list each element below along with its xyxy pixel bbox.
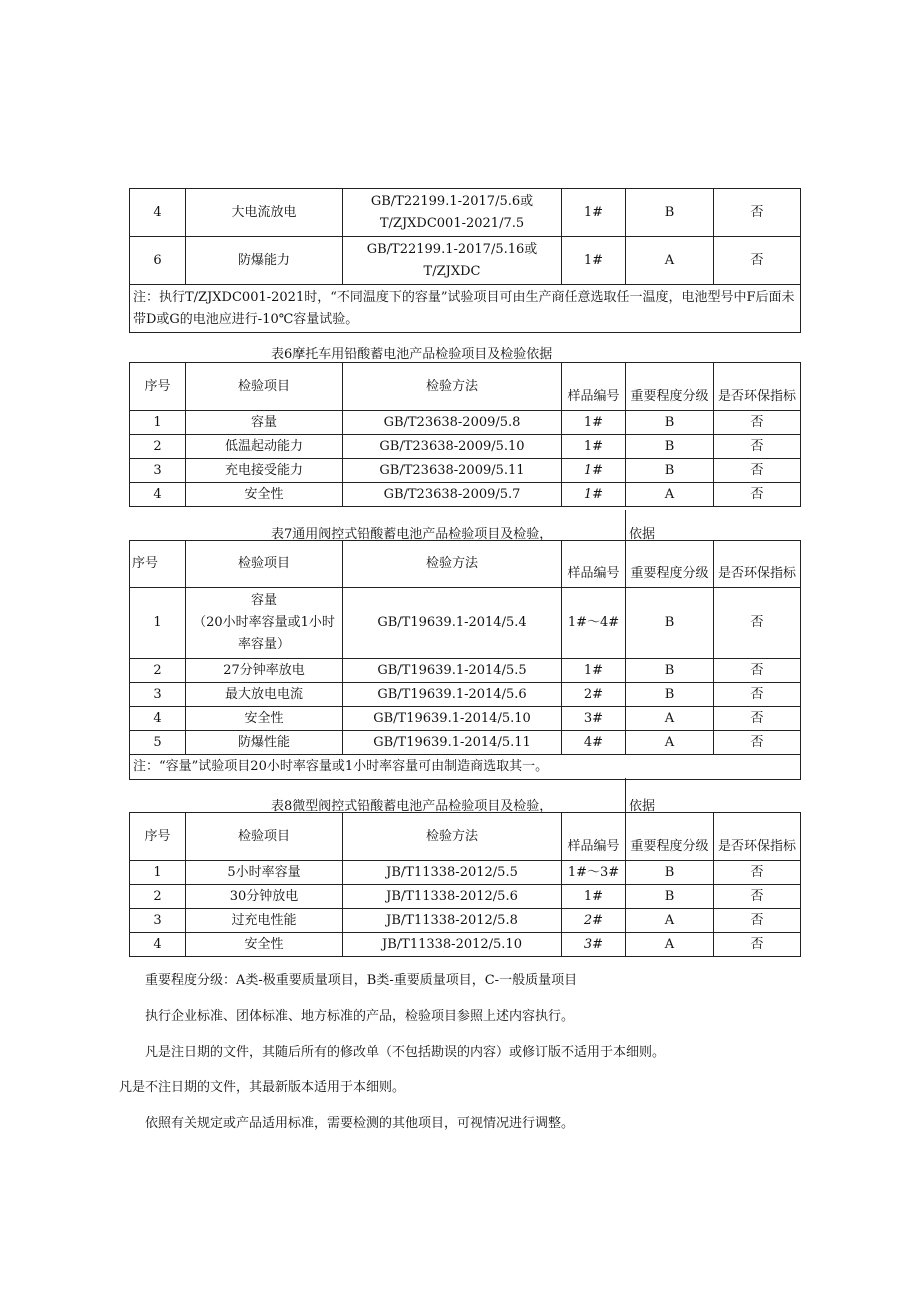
cell-method (343, 189, 562, 237)
cell-env: 否 (714, 933, 801, 957)
cell-env: 否 (714, 885, 801, 909)
table7 (129, 540, 801, 780)
cell-item: 低温起动能力 (186, 435, 343, 459)
cell-no: 4 (130, 483, 186, 507)
cell-item: 容量 (186, 411, 343, 435)
header-no: 序号 (130, 541, 186, 588)
cell-grade: B (626, 435, 714, 459)
table-row (130, 683, 801, 707)
cell-no: 3 (130, 683, 186, 707)
cell-env: 否 (714, 731, 801, 755)
cell-grade: B (626, 588, 714, 659)
cell-env: 否 (714, 707, 801, 731)
cell-grade: B (626, 411, 714, 435)
table-note: 注：执行T/ZJXDC001-2021时，“不同温度下的容量”试验项目可由生产商任意选取任一温度，电池型号中F后面未带D或G的电池应进行-10℃容量试验。 (130, 285, 801, 333)
cell-env: 否 (714, 909, 801, 933)
paragraph-undated-docs: 凡是不注日期的文件，其最新版本适用于本细则。 (119, 1080, 406, 1095)
header-grade: 重要程度分级 (626, 363, 714, 411)
table-row (130, 659, 801, 683)
cell-no: 1 (130, 861, 186, 885)
cell-method: GB/T19639.1-2014/5.6 (343, 683, 562, 707)
table7-caption-divider (625, 510, 626, 540)
cell-item: 安全性 (186, 483, 343, 507)
cell-method: GB/T19639.1-2014/5.4 (343, 588, 562, 659)
paragraph-grading: 重要程度分级：A类-极重要质量项目，B类-重要质量项目，C-一般质量项目 (145, 973, 578, 988)
cell-sample: 2# (562, 909, 626, 933)
cell-grade: B (626, 683, 714, 707)
cell-grade: A (626, 909, 714, 933)
cell-grade: A (626, 731, 714, 755)
header-env: 是否环保指标 (714, 813, 801, 861)
cell-method: GB/T23638-2009/5.10 (343, 435, 562, 459)
item-line-1: 容量 (250, 593, 277, 608)
cell-method: GB/T23638-2009/5.8 (343, 411, 562, 435)
cell-env: 否 (714, 435, 801, 459)
cell-env: 否 (714, 237, 801, 285)
method-line-1: GB/T22199.1-2017/5.6或 (370, 193, 534, 209)
table-row (130, 885, 801, 909)
table7-caption: 表7通用阀控式铅酸蓄电池产品检验项目及检验， (271, 527, 553, 542)
table-row (130, 189, 801, 237)
table-header-row (130, 813, 801, 861)
table-header-row (130, 541, 801, 588)
method-line-1: GB/T22199.1-2017/5.16或 (366, 241, 538, 257)
header-method: 检验方法 (343, 813, 562, 861)
table6 (129, 362, 801, 507)
cell-grade: B (626, 885, 714, 909)
cell-method: GB/T19639.1-2014/5.10 (343, 707, 562, 731)
header-item: 检验项目 (186, 541, 343, 588)
paragraph-dated-docs: 凡是注日期的文件，其随后所有的修改单（不包括勘误的内容）或修订版不适用于本细则。 (145, 1045, 666, 1060)
table-row (130, 707, 801, 731)
cell-method: GB/T19639.1-2014/5.5 (343, 659, 562, 683)
cell-method: GB/T23638-2009/5.7 (343, 483, 562, 507)
cell-method: JB/T11338-2012/5.5 (343, 861, 562, 885)
method-line-2: T/ZJXDC (423, 263, 481, 279)
header-item: 检验项目 (186, 363, 343, 411)
cell-grade: A (626, 237, 714, 285)
table-row (130, 435, 801, 459)
cell-item: 大电流放电 (186, 189, 343, 237)
cell-item: 防爆能力 (186, 237, 343, 285)
header-env: 是否环保指标 (714, 363, 801, 411)
cell-no: 4 (130, 933, 186, 957)
cell-item: 安全性 (186, 933, 343, 957)
cell-no: 3 (130, 459, 186, 483)
header-method: 检验方法 (343, 363, 562, 411)
cell-no: 1 (130, 588, 186, 659)
header-grade: 重要程度分级 (626, 813, 714, 861)
cell-grade: A (626, 707, 714, 731)
cell-sample: 1# (562, 435, 626, 459)
cell-sample: 1#～4# (562, 588, 626, 659)
cell-method (343, 237, 562, 285)
table-note-row (130, 285, 801, 333)
table8-caption-divider (625, 778, 626, 812)
header-item: 检验项目 (186, 813, 343, 861)
table-row (130, 933, 801, 957)
cell-method: JB/T11338-2012/5.8 (343, 909, 562, 933)
cell-grade: A (626, 483, 714, 507)
cell-no: 2 (130, 659, 186, 683)
cell-sample: 1# (562, 237, 626, 285)
cell-no: 1 (130, 411, 186, 435)
table-top (129, 188, 801, 333)
cell-env: 否 (714, 683, 801, 707)
cell-no: 6 (130, 237, 186, 285)
cell-env: 否 (714, 588, 801, 659)
method-line-2: T/ZJXDC001-2021/7.5 (379, 215, 525, 231)
cell-item: 防爆性能 (186, 731, 343, 755)
cell-method: JB/T11338-2012/5.6 (343, 885, 562, 909)
cell-sample: 3# (562, 707, 626, 731)
cell-env: 否 (714, 483, 801, 507)
cell-sample: 4# (562, 731, 626, 755)
cell-no: 2 (130, 435, 186, 459)
cell-sample: 1# (562, 885, 626, 909)
header-env: 是否环保指标 (714, 541, 801, 588)
header-method: 检验方法 (343, 541, 562, 588)
cell-method: GB/T23638-2009/5.11 (343, 459, 562, 483)
table6-caption: 表6摩托车用铅酸蓄电池产品检验项目及检验依据 (271, 347, 553, 362)
cell-env: 否 (714, 459, 801, 483)
header-no: 序号 (130, 363, 186, 411)
cell-item: 最大放电电流 (186, 683, 343, 707)
cell-sample: 1# (562, 659, 626, 683)
table-row (130, 909, 801, 933)
header-sample: 样品编号 (562, 541, 626, 588)
header-sample: 样品编号 (562, 363, 626, 411)
table8-caption: 表8微型阀控式铅酸蓄电池产品检验项目及检验， (271, 799, 553, 814)
cell-env: 否 (714, 411, 801, 435)
table-row (130, 483, 801, 507)
cell-sample: 1# (562, 483, 626, 507)
cell-grade: B (626, 861, 714, 885)
cell-grade: B (626, 659, 714, 683)
cell-no: 2 (130, 885, 186, 909)
cell-grade: B (626, 189, 714, 237)
table-row (130, 237, 801, 285)
table-row (130, 588, 801, 659)
cell-no: 4 (130, 189, 186, 237)
cell-grade: B (626, 459, 714, 483)
cell-item: 安全性 (186, 707, 343, 731)
table-row (130, 459, 801, 483)
table8-caption-right: 依据 (629, 799, 656, 814)
cell-sample: 1# (562, 459, 626, 483)
cell-item: 27分钟率放电 (186, 659, 343, 683)
cell-no: 5 (130, 731, 186, 755)
cell-item: 30分钟放电 (186, 885, 343, 909)
table7-caption-right: 依据 (629, 527, 656, 542)
paragraph-other-items: 依照有关规定或产品适用标准，需要检测的其他项目，可视情况进行调整。 (145, 1116, 575, 1131)
cell-env: 否 (714, 861, 801, 885)
header-grade: 重要程度分级 (626, 541, 714, 588)
cell-method: GB/T19639.1-2014/5.11 (343, 731, 562, 755)
cell-item: 过充电性能 (186, 909, 343, 933)
cell-grade: A (626, 933, 714, 957)
item-line-3: 率容量） (237, 637, 290, 652)
cell-sample: 1# (562, 189, 626, 237)
cell-sample: 2# (562, 683, 626, 707)
cell-env: 否 (714, 189, 801, 237)
cell-method: JB/T11338-2012/5.10 (343, 933, 562, 957)
table-row (130, 411, 801, 435)
cell-no: 4 (130, 707, 186, 731)
cell-sample: 1#～3# (562, 861, 626, 885)
header-no: 序号 (130, 813, 186, 861)
cell-item (186, 588, 343, 659)
table-row (130, 731, 801, 755)
paragraph-standards: 执行企业标准、团体标准、地方标准的产品，检验项目参照上述内容执行。 (145, 1009, 575, 1024)
item-line-2: （20小时率容量或1小时 (193, 615, 335, 630)
cell-item: 充电接受能力 (186, 459, 343, 483)
cell-env: 否 (714, 659, 801, 683)
table-note-row (130, 755, 801, 780)
table8 (129, 812, 801, 957)
cell-item: 5小时率容量 (186, 861, 343, 885)
cell-no: 3 (130, 909, 186, 933)
cell-sample: 1# (562, 411, 626, 435)
cell-sample: 3# (562, 933, 626, 957)
header-sample: 样品编号 (562, 813, 626, 861)
table-row (130, 861, 801, 885)
table-note: 注：“容量”试验项目20小时率容量或1小时率容量可由制造商选取其一。 (130, 755, 801, 780)
table-header-row (130, 363, 801, 411)
